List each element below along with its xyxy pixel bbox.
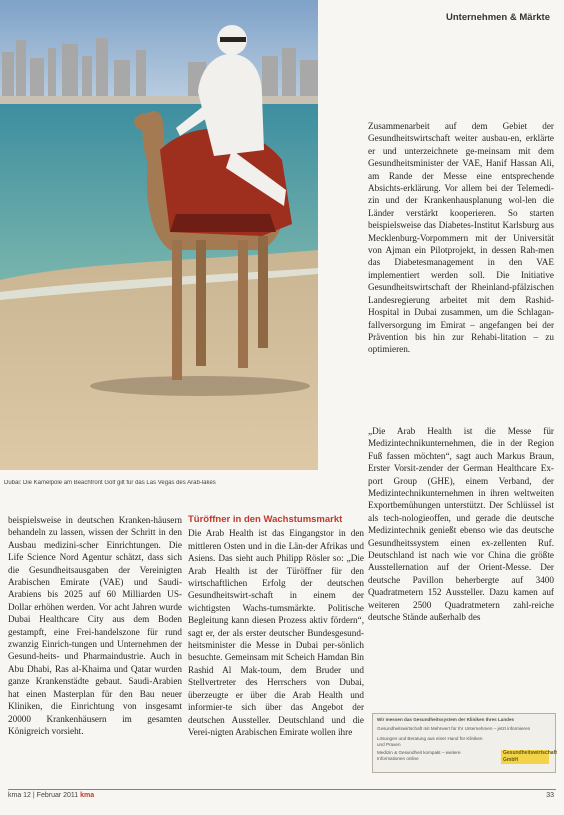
subheading: Türöffner in den Wachstumsmarkt: [188, 514, 343, 525]
ad-logo: Gesundheitswirtschaft GmbH: [503, 750, 557, 763]
ad-title: Wir messen das Gesundheitssystem der Kliniken Ihres Landes: [377, 717, 515, 722]
footer-issue-number: kma 12: [8, 792, 31, 799]
article-column-1: [8, 514, 182, 766]
shoreline: [0, 96, 318, 104]
article-text-col3-top: Zusammenarbeit auf dem Gebiet der Gesundheitswirtschaft weiter ausbau-en, erklärte er und unterzeichnete ge-meinsam mit dem Gesundheitsminister der VAE, Hanif Hassan Ali, am Rande der Messe eine entsprechende Absichts-erklärung. Vor allem bei der Telemedi-zin und der Krankenhausplanung wol-len die Länder verstärkt kooperieren. So starten beispielsweise das Diabetes-Institut Karlsburg aus Mecklenburg-Vorpommern mit der Universität von Ajman ein Pilotprojekt, in dessen Rah-men das Diabetesmanagement in den VAE implementiert werden soll. Die Initiative Gesundheitswirtschaft der Rheinland-pfälzischen Landesregierung arbeitet mit dem Rashid-Hospital in Dubai zusammen, um die Schlagan-fallversorgung im Emirat – angefangen bei der Prävention bis hin zur Rehabi-litation – zu optimieren.: [368, 121, 554, 355]
page-number: 33: [546, 792, 554, 799]
footer-brand: kma: [80, 792, 95, 799]
footer-issue-date: | Februar 2011: [30, 792, 81, 799]
footer-issue: [8, 792, 94, 799]
photo-caption: Dubai: Die Kamelpole am Beachfront Golf gilt für das Las Vegas des Arab-lakes: [4, 480, 216, 486]
advertisement-box: [372, 713, 556, 773]
section-label: Unternehmen & Märkte: [446, 12, 550, 23]
ad-line-3: Medizin & Gesundheit kompakt – weitere Informationen online: [377, 750, 461, 761]
article-column-3-bottom: [368, 425, 554, 705]
photo-illustration: [0, 0, 318, 470]
ad-line-2: Lösungen und Beratung aus einer Hand für Kliniken und Praxen: [377, 736, 483, 747]
blanket-fringe: [170, 214, 276, 232]
article-text-col1: beispielsweise in deutschen Kranken-häusern behandeln zu lassen, wissen der Schritt in den Ausbau medizini-scher Einrichtungen. Die Life Science Nord Agentur schätzt, dass sich die Gesundheitsausgaben der Vereinigten Arabischen Emirate (VAE) und Saudi-Arabiens bis 2025 auf 60 Milliarden US-Dollar erhöhen werden. Vor acht Jahren wurde Dubai Healthcare City aus dem Boden gestampft, eine Frei-handelszone für rund zwanzig Einrich-tungen und Unternehmen der Gesund-heits- und Pharmaindustrie. Auch in Abu Dhabi, Ras al-Khaima und Qatar wurden ganze Krankenstädte gebaut. Saudi-Arabien hat einen Masterplan für den Bau neuer Kliniken, die Einrichtung von insgesamt 20000 Krankenhäusern im gesamten Königreich vorsieht.: [8, 515, 182, 736]
article-column-2: [188, 514, 364, 794]
article-text-col2: Die Arab Health ist das Eingangstor in den mittleren Osten und in die Län-der Afrikas und Asiens. Das sieht auch Philipp Rösler so: „Die Arab Health ist der Türöffner für den wirtschaftlichen Erfolg der deutschen Gesundheitswirt-schaft in einem der wichtigsten Wachs-tumsmärkte. Politische Begleitung kann diesen Prozess aktiv fördern“, sagt er, der als erster deutscher Bundesgesund-heitsminister die Messe in Dubai per-sönlich besuchte. Gemeinsam mit Scheich Hamdan Bin Rashid Al Mak-toum, dem Bruder und Stellvertreter des Herrschers von Dubai, überzeugte er über die Arab Health und informier-te sich über das Angebot der deutschen Aussteller. Deutschland und die Verei-nigten Arabischen Emirate wollen ihre: [188, 528, 364, 737]
ad-line-1: Gesundheitswirtschaft mit Mehrwert für Ihr Unternehmen – jetzt informieren: [377, 726, 531, 731]
footer-rule: [8, 789, 556, 790]
article-column-3-top: [368, 120, 554, 410]
camel-shadow: [90, 376, 310, 396]
article-text-col3-bottom: „Die Arab Health ist die Messe für Medizintechnikunternehmen, die in der Region Fuß fassen möchten“, sagt auch Markus Braun, Erster Vorsit-zender der German Healthcare Ex-port Group (GHE), einem Verband, der Medizintechnikunternehmen in ihren weltweiten Exportbemühungen unterstützt. Der Schlüssel ist als tech-nologieoffen, und gerade die deutsche Medizintechnik genießt ebenso wie das deutsche Gesundheitssystem einen ex-zellenten Ruf. Deutschland ist nach wie vor China die größte Ausstellernation auf der Orient-Messe. Der deutsche Pavillon beherbergte auf 3400 Quadratmetern 152 Aussteller. Dazu kamen auf weiteren 2500 Quadratmetern zahl-reiche deutsche Stände außerhalb des: [368, 426, 554, 623]
camel-beach-photo: [0, 0, 318, 470]
